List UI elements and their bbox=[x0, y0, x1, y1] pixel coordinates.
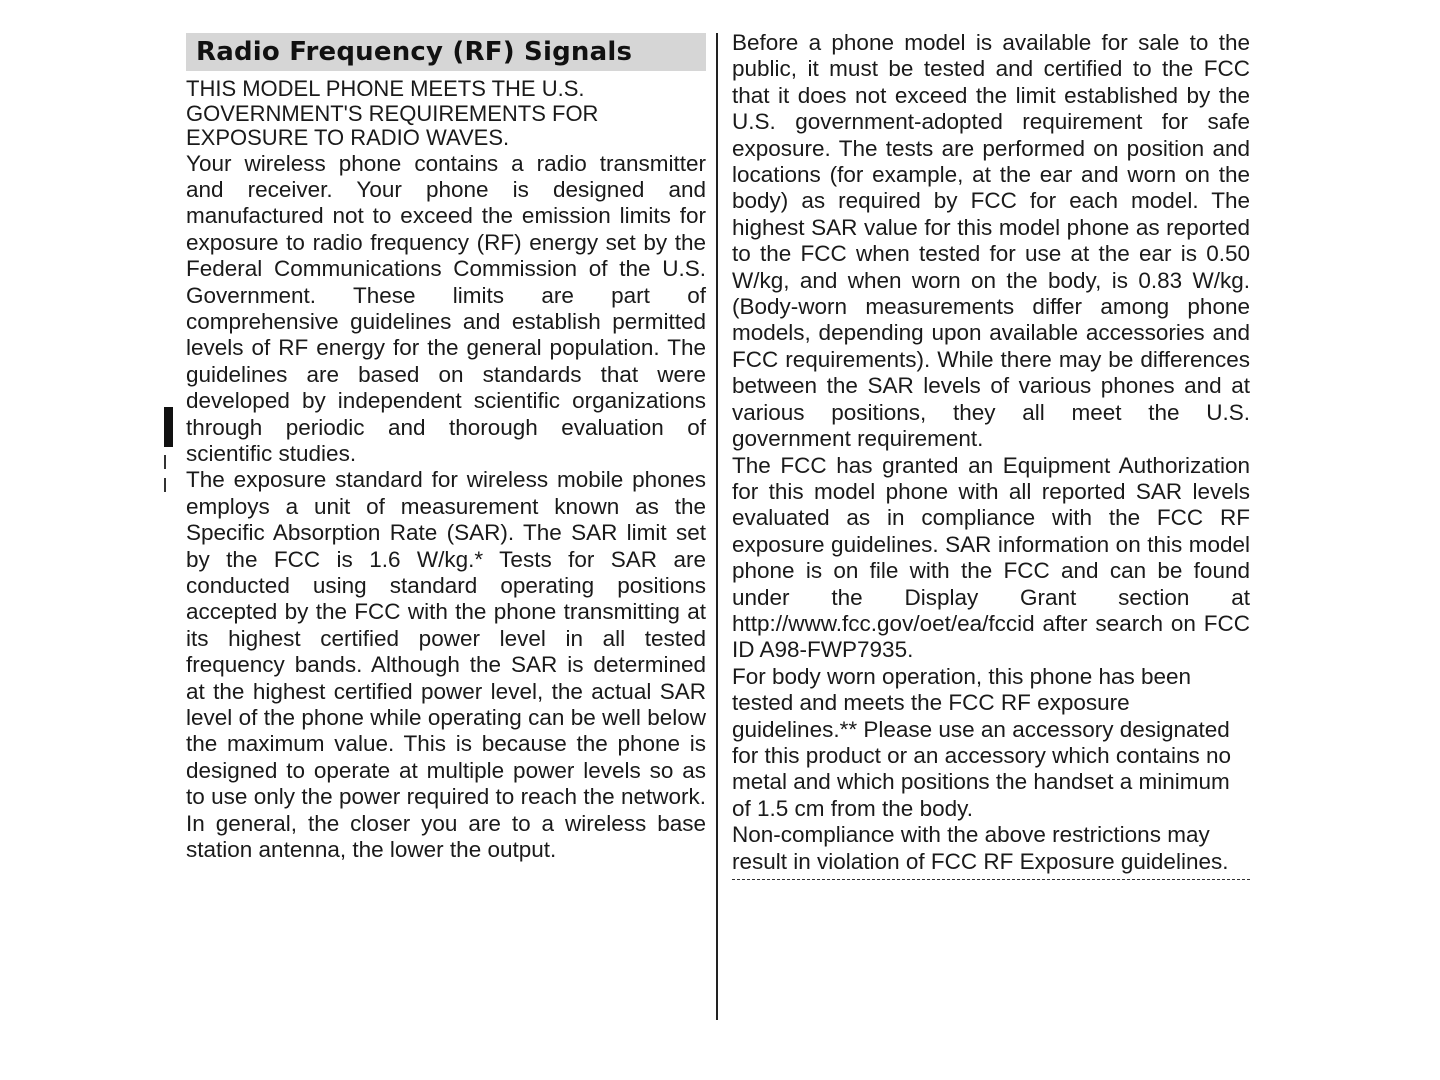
intro-caps-statement: THIS MODEL PHONE MEETS THE U.S. GOVERNMENT'S REQUIREMENTS FOR EXPOSURE TO RADIO WAVES. bbox=[186, 76, 599, 150]
body-paragraph: Non-compliance with the above restrictions may result in violation of FCC RF Exposure guidelines. bbox=[732, 822, 1229, 874]
body-paragraph: Before a phone model is available for sale to the public, it must be tested and certified to the FCC that it does not exceed the limit established by the U.S. government-adopted requirement for safe exposure. The tests are performed on position and locations (for example, at the ear and worn on the body) as required by FCC for each model. The highest SAR value for this model phone as reported to the FCC when tested for use at the ear is 0.50 W/kg, and when worn on the body, is 0.83 W/kg. (Body-worn measurements differ among phone models, depending upon available accessories and FCC requirements). While there may be differences between the SAR levels of various phones and at various positions, they all meet the U.S. government requirement. bbox=[732, 30, 1250, 452]
margin-tick-mark bbox=[164, 455, 166, 469]
body-paragraph: The FCC has granted an Equipment Authorization for this model phone with all reported SAR levels evaluated as in compliance with the FCC RF exposure guidelines. SAR information on this model phone is on file with the FCC and can be found under the Display Grant section at http://www.fcc.gov/oet/ea/fccid after search on FCC ID A98-FWP7935. bbox=[732, 452, 1250, 663]
section-heading: Radio Frequency (RF) Signals bbox=[196, 37, 633, 67]
dashed-separator bbox=[732, 879, 1250, 880]
body-paragraph: The exposure standard for wireless mobile phones employs a unit of measurement known as the Specific Absorption Rate (SAR). The SAR limit set by the FCC is 1.6 W/kg.* Tests for SAR are conducted using standard operating positions accepted by the FCC with the phone transmitting at its highest certified power level in all tested frequency bands. Although the SAR is determined at the highest certified power level, the actual SAR level of the phone while operating can be well below the maximum value. This is because the phone is designed to operate at multiple power levels so as to use only the power required to reach the network. In general, the closer you are to a wireless base station antenna, the lower the output. bbox=[186, 467, 706, 863]
right-column bbox=[732, 30, 1250, 880]
change-bar-mark bbox=[164, 407, 173, 447]
column-divider bbox=[716, 33, 718, 1020]
body-paragraph: Your wireless phone contains a radio transmitter and receiver. Your phone is designed and manufactured not to exceed the emission limits for exposure to radio frequency (RF) energy set by the Federal Communications Commission of the U.S. Government. These limits are part of comprehensive guidelines and establish permitted levels of RF energy for the general population. The guidelines are based on standards that were developed by independent scientific organizations through periodic and thorough evaluation of scientific studies. bbox=[186, 150, 706, 466]
body-paragraph: For body worn operation, this phone has been tested and meets the FCC RF exposure guidelines.** Please use an accessory designated for this product or an accessory which contains no metal and which positions the handset a minimum of 1.5 cm from the body. bbox=[732, 663, 1231, 821]
margin-tick-mark bbox=[164, 478, 166, 492]
section-heading-bar bbox=[186, 33, 706, 71]
left-column bbox=[186, 33, 706, 863]
